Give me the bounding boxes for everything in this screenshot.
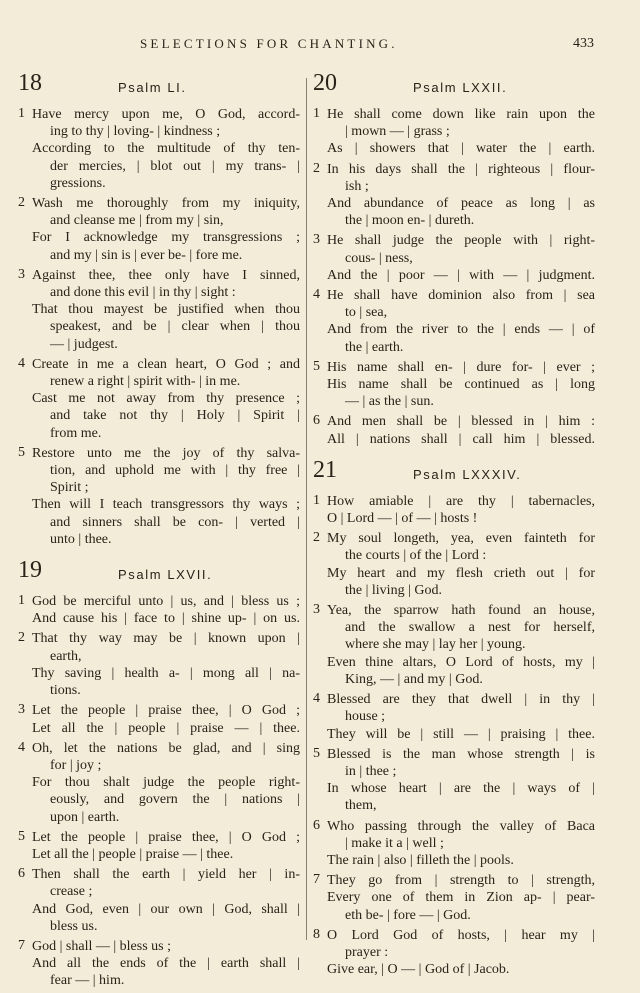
verse-line: And the | poor — | with — | judgment. bbox=[327, 267, 595, 283]
verse-number: 3 bbox=[313, 232, 320, 248]
verse-line: tions. bbox=[50, 683, 81, 699]
verse bbox=[313, 232, 595, 284]
selection-number: 21 bbox=[313, 456, 337, 483]
verse-number: 1 bbox=[313, 492, 320, 508]
verse-line: house ; bbox=[345, 709, 386, 725]
verse-line: Give ear, | O — | God of | Jacob. bbox=[327, 962, 510, 978]
verse-line: My heart and my flesh crieth out | for bbox=[327, 565, 595, 581]
verse-line: in | thee ; bbox=[345, 763, 397, 779]
verse-line: ish ; bbox=[345, 178, 369, 194]
verse bbox=[313, 359, 595, 411]
verse-line: Oh, let the nations be glad, and | sing bbox=[32, 740, 300, 756]
verse bbox=[313, 287, 595, 356]
verse-line: My soul longeth, yea, even fainteth for bbox=[327, 531, 595, 547]
verse bbox=[18, 702, 300, 736]
verse-number: 5 bbox=[18, 828, 25, 844]
verse-line: Every one of them in Zion ap- | pear- bbox=[327, 890, 595, 906]
verse-number: 4 bbox=[18, 739, 25, 755]
column-divider bbox=[306, 78, 307, 940]
verse-line: and my | sin is | ever be- | fore me. bbox=[50, 247, 243, 263]
verse-line: der mercies, | blot out | my trans- | bbox=[50, 158, 300, 174]
verse bbox=[18, 866, 300, 935]
psalm-heading bbox=[313, 456, 595, 493]
verse-line: earth, bbox=[50, 648, 82, 664]
verse bbox=[18, 829, 300, 863]
verse-line: And abundance of peace as long | as bbox=[327, 196, 595, 212]
verse bbox=[18, 740, 300, 826]
verse-line: fear — | him. bbox=[50, 973, 125, 989]
verse-line: and sinners shall be con- | verted | bbox=[50, 514, 300, 530]
verse-line: bless us. bbox=[50, 918, 98, 934]
verse-line: eously, and govern the | nations | bbox=[50, 792, 300, 808]
verse-line: And all the ends of the | earth shall | bbox=[32, 956, 300, 972]
verse-line: Have mercy upon me, O God, accord- bbox=[32, 107, 300, 122]
verse bbox=[313, 602, 595, 688]
verse-line: And God, even | our own | God, shall | bbox=[32, 901, 300, 917]
verse-number: 8 bbox=[313, 926, 320, 942]
verse-number: 2 bbox=[18, 630, 25, 646]
verse-line: and the swallow a nest for herself, bbox=[345, 620, 595, 636]
verse-line: upon | earth. bbox=[50, 809, 120, 825]
verse-line: Against thee, thee only have I sinned, bbox=[32, 267, 300, 283]
verse-line: According to the multitude of thy ten- bbox=[32, 141, 300, 157]
verse-line: Blessed are they that dwell | in thy | bbox=[327, 692, 595, 708]
verse-line: crease ; bbox=[50, 884, 93, 900]
verse-line: Then will I teach transgressors thy ways ; bbox=[32, 497, 300, 513]
section-gap bbox=[18, 551, 300, 561]
verse-line: O | Lord — | of — | hosts ! bbox=[327, 511, 478, 527]
verse-number: 7 bbox=[18, 937, 25, 953]
verse bbox=[313, 872, 595, 924]
psalm-title: Psalm LXXII. bbox=[413, 80, 508, 95]
selection-number: 20 bbox=[313, 70, 337, 96]
verse-line: speakest, and be | clear when | thou bbox=[50, 319, 300, 335]
verse-line: Cast me not away from thy presence ; bbox=[32, 391, 300, 407]
verse bbox=[18, 356, 300, 442]
left-column bbox=[18, 70, 300, 993]
selection-number: 19 bbox=[18, 557, 42, 584]
verse-line: prayer : bbox=[345, 944, 389, 960]
verse-number: 2 bbox=[313, 530, 320, 546]
verse-number: 2 bbox=[18, 195, 25, 211]
verse-line: | mown — | grass ; bbox=[345, 124, 450, 140]
psalm-heading bbox=[313, 70, 595, 106]
verse bbox=[313, 818, 595, 870]
verse bbox=[313, 691, 595, 743]
verse-line: — | as the | sun. bbox=[345, 394, 434, 410]
verse bbox=[18, 445, 300, 548]
verse-line: unto | thee. bbox=[50, 531, 112, 547]
verse-number: 6 bbox=[313, 413, 320, 429]
verse-number: 1 bbox=[18, 593, 25, 609]
psalm-heading bbox=[18, 557, 300, 593]
verse-number: 1 bbox=[313, 106, 320, 121]
verse-line: to | sea, bbox=[345, 305, 388, 321]
verse bbox=[18, 195, 300, 264]
verse-number: 7 bbox=[313, 872, 320, 888]
verse-line: For I acknowledge my transgressions ; bbox=[32, 230, 300, 246]
verse-line: As | showers that | water the | earth. bbox=[327, 141, 595, 157]
section-gap bbox=[313, 451, 595, 461]
verse-number: 3 bbox=[18, 266, 25, 282]
verse-line: God | shall — | bless us ; bbox=[32, 938, 171, 954]
verse-line: And from the river to the | ends — | of bbox=[327, 322, 595, 338]
verse-line: Let the people | praise thee, | O God ; bbox=[32, 703, 300, 719]
verse bbox=[313, 106, 595, 158]
verse-number: 4 bbox=[313, 287, 320, 303]
psalm-title: Psalm LXVII. bbox=[118, 567, 213, 583]
verse-line: He shall have dominion also from | sea bbox=[327, 288, 595, 304]
verse bbox=[18, 938, 300, 990]
verse-line: tion, and uphold me with | thy free | bbox=[50, 463, 300, 479]
running-title: SELECTIONS FOR CHANTING. bbox=[140, 36, 398, 51]
verse-line: And cause his | face to | shine up- | on us. bbox=[32, 611, 300, 627]
verse-line: — | judgest. bbox=[50, 336, 118, 352]
verse-line: For thou shalt judge the people right- bbox=[32, 775, 300, 791]
verse-line: His name shall be continued as | long bbox=[327, 377, 595, 393]
verse-line: ing to thy | loving- | kindness ; bbox=[50, 124, 221, 140]
verse-line: gressions. bbox=[50, 175, 106, 191]
verse-line: King, — | and my | God. bbox=[345, 671, 483, 687]
verse-line: Who passing through the valley of Baca bbox=[327, 818, 595, 834]
verse-line: renew a right | spirit with- | in me. bbox=[50, 374, 241, 390]
verse-line: They go from | strength to | strength, bbox=[327, 873, 595, 889]
verse-line: His name shall en- | dure for- | ever ; bbox=[327, 359, 595, 375]
verse-line: All | nations shall | call him | blessed. bbox=[327, 431, 595, 447]
verse-line: and take not thy | Holy | Spirit | bbox=[50, 408, 300, 424]
verse-line: where she may | lay her | young. bbox=[345, 637, 526, 653]
verse-line: God be merciful unto | us, and | bless us ; bbox=[32, 594, 300, 610]
verse bbox=[313, 493, 595, 527]
verse bbox=[313, 927, 595, 979]
verse-number: 5 bbox=[313, 358, 320, 374]
verse-line: cous- | ness, bbox=[345, 250, 413, 266]
verse-line: | make it a | well ; bbox=[345, 835, 444, 851]
verse-line: How amiable | are thy | tabernacles, bbox=[327, 493, 595, 509]
verse-line: and cleanse me | from my | sin, bbox=[50, 213, 224, 229]
verse-line: the | moon en- | dureth. bbox=[345, 213, 475, 229]
verse-line: Even thine altars, O Lord of hosts, my | bbox=[327, 654, 595, 670]
verse bbox=[313, 746, 595, 815]
verse-line: Let all the | people | praise — | thee. bbox=[32, 846, 234, 862]
verse-line: And men shall be | blessed in | him : bbox=[327, 414, 595, 430]
right-column bbox=[313, 70, 595, 981]
verse-number: 1 bbox=[18, 106, 25, 121]
psalm-title: Psalm LXXXIV. bbox=[413, 466, 522, 482]
verse bbox=[18, 106, 300, 192]
verse-line: Let all the | people | praise — | thee. bbox=[32, 720, 300, 736]
verse bbox=[18, 593, 300, 627]
verse-number: 3 bbox=[18, 702, 25, 718]
verse-line: O Lord God of hosts, | hear my | bbox=[327, 927, 595, 943]
verse-number: 5 bbox=[18, 444, 25, 460]
verse-line: the | living | God. bbox=[345, 582, 442, 598]
verse bbox=[313, 161, 595, 230]
selection-number: 18 bbox=[18, 70, 42, 96]
verse-line: He shall come down like rain upon the bbox=[327, 107, 595, 122]
psalm-heading bbox=[18, 70, 300, 106]
verse-line: In whose heart | are the | ways of | bbox=[327, 781, 595, 797]
verse-line: Restore unto me the joy of thy salva- bbox=[32, 445, 300, 461]
verse-line: for | joy ; bbox=[50, 757, 102, 773]
verse-line: He shall judge the people with | right- bbox=[327, 233, 595, 249]
verse-number: 2 bbox=[313, 160, 320, 176]
verse-line: That thou mayest be justified when thou bbox=[32, 302, 300, 318]
verse bbox=[18, 267, 300, 353]
verse-number: 4 bbox=[313, 691, 320, 707]
verse-line: Then shall the earth | yield her | in- bbox=[32, 867, 300, 883]
verse-line: They will be | still — | praising | thee. bbox=[327, 726, 595, 742]
running-header bbox=[0, 36, 640, 56]
verse-line: from me. bbox=[50, 425, 102, 441]
verse-line: Blessed is the man whose strength | is bbox=[327, 746, 595, 762]
verse-number: 3 bbox=[313, 602, 320, 618]
verse-line: Yea, the sparrow hath found an house, bbox=[327, 603, 595, 619]
verse-line: and done this evil | in thy | sight : bbox=[50, 285, 236, 301]
verse-line: eth be- | fore — | God. bbox=[345, 907, 471, 923]
verse-line: them, bbox=[345, 798, 377, 814]
page-number: 433 bbox=[573, 36, 594, 51]
verse-line: Let the people | praise thee, | O God ; bbox=[32, 829, 300, 845]
verse-line: The rain | also | filleth the | pools. bbox=[327, 852, 514, 868]
verse-number: 6 bbox=[313, 817, 320, 833]
verse-line: Wash me thoroughly from my iniquity, bbox=[32, 196, 300, 212]
verse-line: Create in me a clean heart, O God ; and bbox=[32, 356, 300, 372]
verse-number: 6 bbox=[18, 866, 25, 882]
verse-number: 4 bbox=[18, 355, 25, 371]
verse bbox=[313, 530, 595, 599]
verse-line: Spirit ; bbox=[50, 480, 89, 496]
verse-line: the | earth. bbox=[345, 339, 404, 355]
verse-line: That thy way may be | known upon | bbox=[32, 631, 300, 647]
verse-number: 5 bbox=[313, 745, 320, 761]
verse-line: Thy saving | health a- | mong all | na- bbox=[32, 665, 300, 681]
verse bbox=[18, 630, 300, 699]
verse bbox=[313, 413, 595, 447]
psalm-title: Psalm LI. bbox=[118, 80, 187, 95]
verse-line: the courts | of the | Lord : bbox=[345, 548, 487, 564]
verse-line: In his days shall the | righteous | flour- bbox=[327, 161, 595, 177]
